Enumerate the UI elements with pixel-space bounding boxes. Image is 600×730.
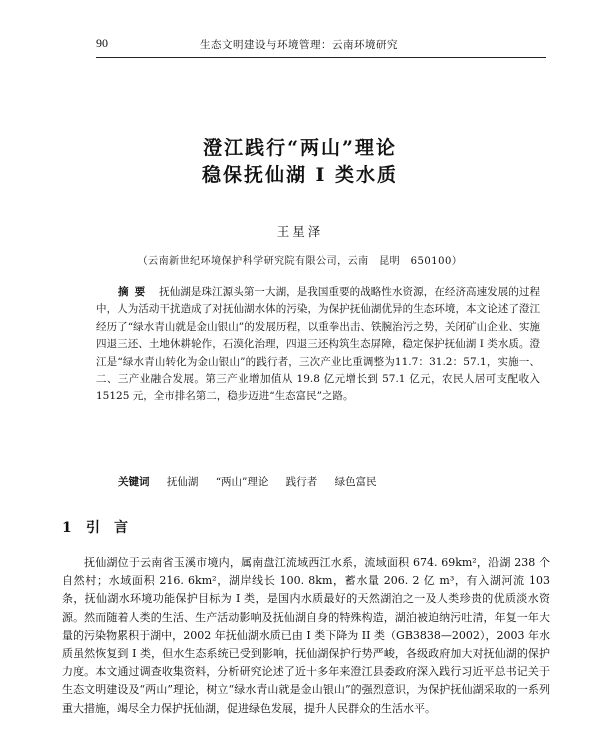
affiliation: （云南新世纪环境保护科学研究院有限公司，云南 昆明 650100） xyxy=(137,256,463,267)
header-rule xyxy=(96,57,546,58)
title-line-2: 稳保抚仙湖 I 类水质 xyxy=(201,164,399,186)
keyword: 抚仙湖 xyxy=(166,476,199,488)
section-number: 1 xyxy=(62,520,72,536)
keywords-label: 关键词 xyxy=(118,476,150,488)
section-title: 引 言 xyxy=(86,520,128,536)
page-number: 90 xyxy=(96,36,108,50)
keyword: 绿色富民 xyxy=(334,476,377,488)
abstract xyxy=(96,284,540,406)
running-header xyxy=(96,36,546,54)
abstract-text: 抚仙湖是珠江源头第一大湖，是我国重要的战略性水资源，在经济高速发展的过程中，人为活动干扰造成了对抚仙湖水体的污染，为保护抚仙湖优异的生态环境，本文论述了澄江经历了“绿水青山就是金山银山”的发展历程，以重拳出击、铁腕治污之势，关闭矿山企业、实施四退三还、土地休耕轮作，石漠化治理，四退三还构筑生态屏障，稳定保护抚仙湖 I 类水质。澄江是“绿水青山转化为金山银山”的践行者，三次产业比重调整为11.7：31.2：57.1，实施一、二、三产业融合发展。第三产业增加值从 19.8 亿元增长到 57.1 亿元，农民人居可支配收入 15125 元，全市排名第二，稳步迈进“生态富民”之路。 xyxy=(96,286,541,403)
author-name: 王星泽 xyxy=(276,224,324,239)
abstract-label: 摘要 xyxy=(118,286,152,298)
title-line-1: 澄江践行“两山”理论 xyxy=(203,137,397,159)
section-heading xyxy=(62,517,128,537)
keyword: “两山”理论 xyxy=(215,476,269,488)
body-paragraph: 抚仙湖位于云南省玉溪市境内，属南盘江流域西江水系，流域面积 674. 69km²，沿湖 238 个自然村；水域面积 216. 6km²，湖岸线长 100. 8km，蓄水量 206. 2 亿 m³，有入湖河流 103 条，抚仙湖水环境功能保护目标为 I 类，是国内水质最好的天然湖泊之一及人类珍贵的优质淡水资源。然而随着人类的生活、生产活动影响及抚仙湖自身的特殊构造，湖泊被迫纳污吐清，年复一年大量的污染物累积于湖中，2002 年抚仙湖水质已由 I 类下降为 II 类（GB3838—2002），2003 年水质虽然恢复到 I 类，但水生态系统已受到影响，抚仙湖保护行势严峻，各级政府加大对抚仙湖的保护力度。本文通过调查收集资料，分析研究论述了近十多年来澄江县委政府深入践行习近平总书记关于生态文明建设及“两山”理论，树立“绿水青山就是金山银山”的强烈意识，为保护抚仙湖采取的一系列重大措施，竭尽全力保护抚仙湖，促进绿色发展，提升人民群众的生活水平。 xyxy=(62,556,550,715)
keywords xyxy=(118,474,538,489)
keyword: 践行者 xyxy=(285,476,318,488)
running-title: 生态文明建设与环境管理：云南环境研究 xyxy=(200,39,398,51)
